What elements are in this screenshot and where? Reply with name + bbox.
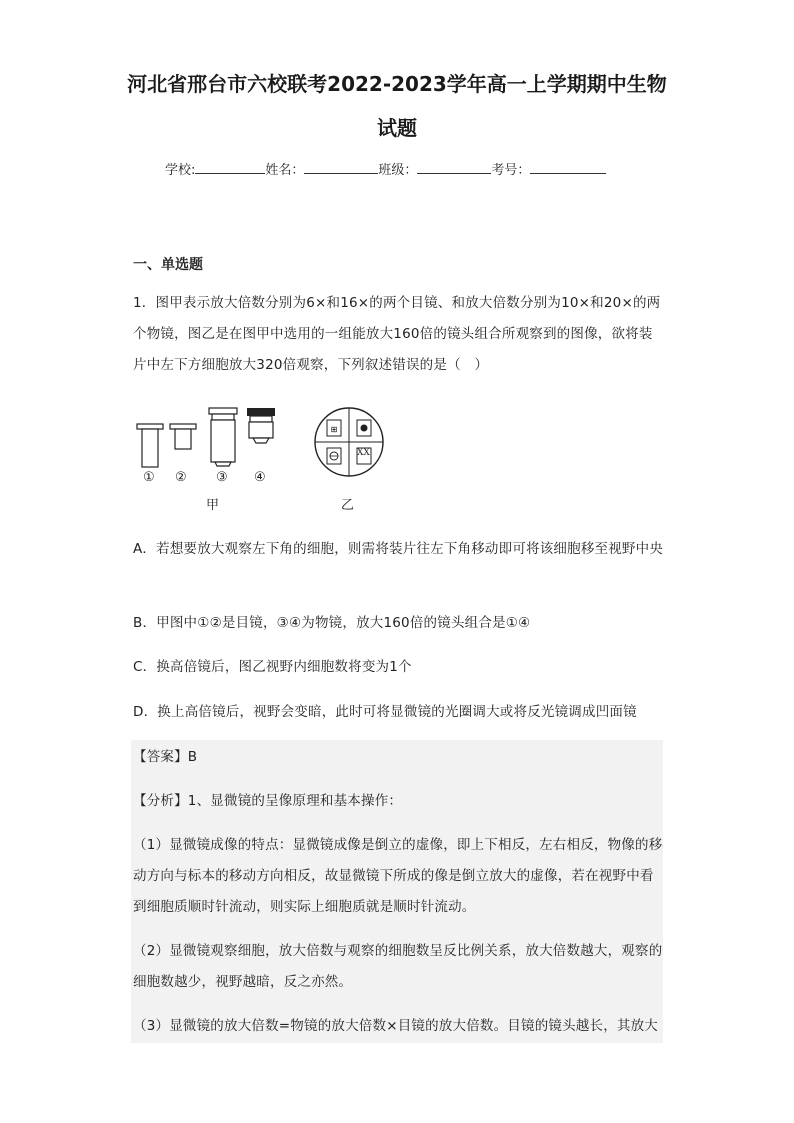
school-blank[interactable] [195,161,265,174]
label-2: ② [175,470,187,485]
analysis-p1: （1）显微镜成像的特点：显微镜成像是倒立的虚像，即上下相反，左右相反，物像的移动方向与标本的移动方向相反，故显微镜下所成的像是倒立放大的虚像，若在视野中看到细胞质顺时针流动，则实际上细胞质就是顺时针流动。 [133,837,663,915]
label-3: ③ [216,470,228,485]
name-label: 姓名： [265,163,305,178]
option-a: A．若想要放大观察左下角的细胞，则需将装片往左下角移动即可将该细胞移至视野中央 [133,541,664,557]
figure-jia-caption: 甲 [206,498,220,513]
analysis-intro: 【分析】1、显微镜的呈像原理和基本操作： [133,793,403,809]
class-blank[interactable] [417,161,491,174]
name-blank[interactable] [304,161,378,174]
cell-label: XX [357,448,370,458]
analysis-p3: （3）显微镜的放大倍数=物镜的放大倍数×目镜的放大倍数。目镜的镜头越长，其放大 [133,1018,659,1034]
exam-no-label: 考号： [491,163,531,178]
field-of-view-icon [315,408,383,476]
question-stem: 1．图甲表示放大倍数分别为6×和16×的两个目镜、和放大倍数分别为10×和20×的两个物镜，图乙是在图甲中选用的一组能放大160倍的镜头组合所观察到的图像，欲将装片中左下方细胞放大320倍观察，下列叙述错误的是（ ） [133,295,661,373]
analysis-p2: （2）显微镜观察细胞，放大倍数与观察的细胞数呈反比例关系，放大倍数越大，观察的细胞数越少，视野越暗，反之亦然。 [133,943,663,990]
document-title-line1: 河北省邢台市六校联考2022-2023学年高一上学期期中生物 [127,72,667,96]
option-c: C．换高倍镜后，图乙视野内细胞数将变为1个 [133,659,412,675]
objective-long-icon [209,408,237,466]
document-title-line2: 试题 [377,116,417,140]
answer-text: 【答案】B [133,749,198,765]
class-label: 班级： [378,163,418,178]
option-b: B．甲图中①②是目镜，③④为物镜，放大160倍的镜头组合是①④ [133,615,531,631]
objective-short-icon [247,408,275,443]
label-1: ① [143,470,155,485]
figure-yi-caption: 乙 [341,498,355,513]
option-d: D．换上高倍镜后，视野会变暗，此时可将显微镜的光圈调大或将反光镜调成凹面镜 [133,704,637,720]
svg-text:⊞: ⊞ [330,425,338,434]
microscope-figure [133,400,393,524]
student-info-row [165,159,606,178]
eyepiece-long-icon [137,424,163,467]
label-4: ④ [254,470,266,485]
section-heading: 一、单选题 [133,257,203,273]
eyepiece-short-icon [170,424,196,449]
exam-no-blank[interactable] [530,161,606,174]
school-label: 学校: [165,163,196,178]
